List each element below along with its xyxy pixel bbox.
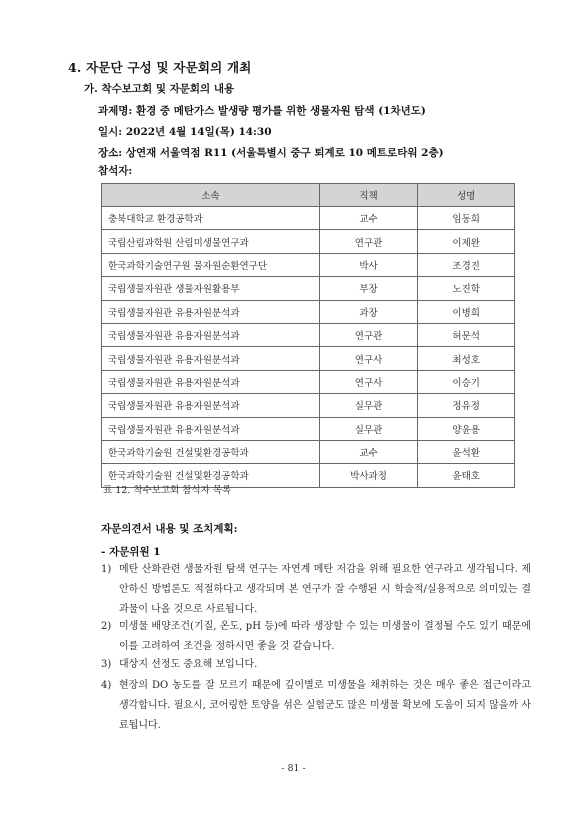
project-value: 환경 중 메탄가스 발생량 평가를 위한 생물자원 탐색 (1차년도) <box>135 105 426 117</box>
cell-name: 윤석환 <box>418 440 515 463</box>
table-row <box>102 300 515 323</box>
cell-affiliation: 국립생물자원관 유용자원분석과 <box>102 417 320 440</box>
cell-position: 실무관 <box>319 394 418 417</box>
attendees-label: 참석자: <box>98 165 133 177</box>
cell-name: 이제완 <box>418 230 515 253</box>
cell-position: 부장 <box>319 277 418 300</box>
cell-name: 이병희 <box>418 300 515 323</box>
cell-position: 연구사 <box>319 370 418 393</box>
cell-name: 임동희 <box>418 207 515 230</box>
table-row <box>102 440 515 463</box>
datetime-value: 2022년 4월 14일(목) 14:30 <box>125 126 272 138</box>
item-number: 4) <box>101 680 112 691</box>
cell-affiliation: 한국과학기술연구원 물자원순환연구단 <box>102 253 320 276</box>
header-position: 직책 <box>319 184 418 207</box>
cell-affiliation: 국립생물자원관 유용자원분석과 <box>102 394 320 417</box>
place-label: 장소: <box>98 147 123 159</box>
item-text: 미생물 배양조건(기질, 온도, pH 등)에 따라 생장할 수 있는 미생물이 결정될 수도 있기 때문에 이를 고려하여 조건을 정하시면 좋을 것 같습니다. <box>119 621 531 652</box>
table-caption: 표 12. 착수보고회 참석자 목록 <box>103 485 232 496</box>
cell-affiliation: 국립생물자원관 유용자원분석과 <box>102 300 320 323</box>
table-header-row <box>102 184 515 207</box>
cell-position: 박사 <box>319 253 418 276</box>
cell-position: 박사과정 <box>319 464 418 487</box>
place-line <box>98 145 444 160</box>
cell-affiliation: 국립생물자원관 생물자원활용부 <box>102 277 320 300</box>
cell-name: 양윤용 <box>418 417 515 440</box>
table-row <box>102 370 515 393</box>
cell-name: 최성호 <box>418 347 515 370</box>
cell-affiliation: 한국과학기술원 건설및환경공학과 <box>102 440 320 463</box>
cell-affiliation: 국립생물자원관 유용자원분석과 <box>102 323 320 346</box>
subsection-title: 가. 착수보고회 및 자문회의 내용 <box>84 83 235 95</box>
attendees-table <box>101 183 515 488</box>
cell-affiliation: 충북대학교 환경공학과 <box>102 207 320 230</box>
datetime-label: 일시: <box>98 126 123 138</box>
item-text: 현장의 DO 농도를 잘 모르기 때문에 깊이별로 미생물을 채취하는 것은 매우 좋은 접근이라고 생각합니다. 필요시, 코어링한 토양을 섞은 실험군도 많은 미생물 확보에 도움이 되지 않을까 사료됩니다. <box>119 680 531 731</box>
table-row <box>102 347 515 370</box>
opinion-title: 자문의견서 내용 및 조치계획: <box>101 523 238 535</box>
table-row <box>102 394 515 417</box>
header-name: 성명 <box>418 184 515 207</box>
section-title: 4. 자문단 구성 및 자문회의 개최 <box>68 60 252 75</box>
page-number: - 81 - <box>281 763 306 774</box>
member-title: - 자문위원 1 <box>101 546 161 558</box>
cell-affiliation: 국립산림과학원 산림미생물연구과 <box>102 230 320 253</box>
cell-position: 연구관 <box>319 323 418 346</box>
cell-name: 노진학 <box>418 277 515 300</box>
cell-name: 이승기 <box>418 370 515 393</box>
cell-position: 교수 <box>319 207 418 230</box>
item-text: 대상지 선정도 중요해 보입니다. <box>119 659 258 670</box>
cell-name: 윤태호 <box>418 464 515 487</box>
cell-affiliation: 국립생물자원관 유용자원분석과 <box>102 347 320 370</box>
cell-position: 실무관 <box>319 417 418 440</box>
table-row <box>102 323 515 346</box>
table-row <box>102 253 515 276</box>
cell-name: 허문석 <box>418 323 515 346</box>
project-label: 과제명: <box>98 105 133 117</box>
cell-position: 연구사 <box>319 347 418 370</box>
cell-affiliation: 국립생물자원관 유용자원분석과 <box>102 370 320 393</box>
table-row <box>102 417 515 440</box>
item-number: 2) <box>101 621 112 632</box>
place-value: 상연재 서울역점 R11 (서울특별시 중구 퇴계로 10 메트로타워 2층) <box>125 147 444 159</box>
header-affiliation: 소속 <box>102 184 320 207</box>
project-line <box>98 103 426 118</box>
cell-name: 정유정 <box>418 394 515 417</box>
item-number: 3) <box>101 659 112 670</box>
cell-position: 과장 <box>319 300 418 323</box>
cell-position: 교수 <box>319 440 418 463</box>
cell-position: 연구관 <box>319 230 418 253</box>
item-text: 메탄 산화관련 생물자원 탐색 연구는 자연계 메탄 저감을 위해 필요한 연구라고 생각됩니다. 제안하신 방법론도 적절하다고 생각되며 본 연구가 잘 수행된 시 학술적/실용적으로 의미있는 결과물이 나올 것으로 사료됩니다. <box>119 564 531 615</box>
item-number: 1) <box>101 564 112 575</box>
table-row <box>102 230 515 253</box>
cell-affiliation: 한국과학기술원 건설및환경공학과 <box>102 464 320 487</box>
table-row <box>102 207 515 230</box>
datetime-line <box>98 124 272 139</box>
cell-name: 조경진 <box>418 253 515 276</box>
table-row <box>102 277 515 300</box>
